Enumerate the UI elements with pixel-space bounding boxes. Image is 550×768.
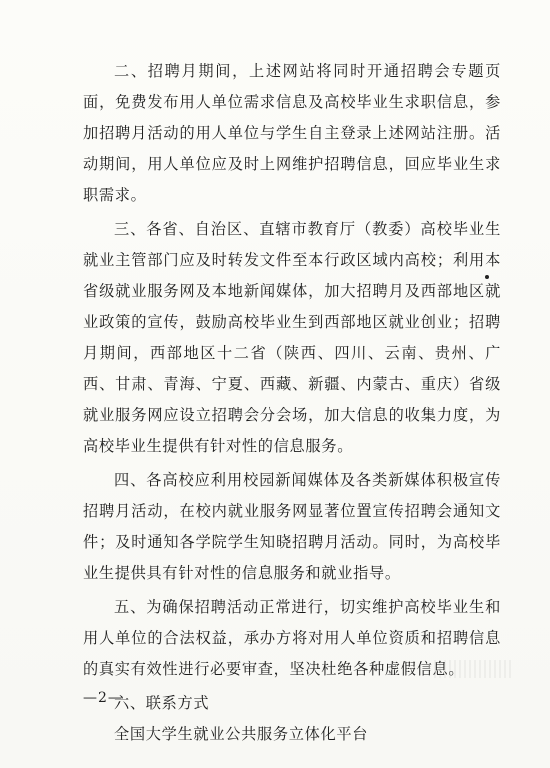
paragraph-5: 五、为确保招聘活动正常进行，切实维护高校毕业生和用人单位的合法权益，承办方将对用人单位资质和招聘信息的真实有效性进行必要审查，坚决杜绝各种虚假信息。	[83, 598, 501, 678]
contact-platform-line: 全国大学生就业公共服务立体化平台	[114, 725, 369, 743]
paragraph-2: 二、招聘月期间，上述网站将同时开通招聘会专题页面，免费发布用人单位需求信息及高校毕业生求职信息，参加招聘月活动的用人单位与学生自主登录上述网站注册。活动期间，用人单位应及时上网维护招聘信息，回应毕业生求职需求。	[83, 62, 501, 204]
page-number: —2—	[83, 690, 123, 706]
paragraph-4: 四、各高校应利用校园新闻媒体及各类新媒体积极宣传招聘月活动，在校内就业服务网显著位置宣传招聘会通知文件；及时通知各学院学生知晓招聘月活动。同时，为高校毕业生提供具有针对性的信息服务和就业指导。	[83, 471, 501, 582]
paragraph-3: 三、各省、自治区、直辖市教育厅（教委）高校毕业生就业主管部门应及时转发文件至本行政区域内高校；利用本省级就业服务网及本地新闻媒体，加大招聘月及西部地区就业政策的宣传，鼓励高校毕业生到西部地区就业创业；招聘月期间，西部地区十二省（陕西、四川、云南、贵州、广西、甘肃、青海、宁夏、西藏、新疆、内蒙古、重庆）省级就业服务网应设立招聘会分会场，加大信息的收集力度，为高校毕业生提供有针对性的信息服务。	[83, 220, 501, 455]
faint-bleedthrough-mark	[434, 660, 514, 678]
section-heading-contact: 六、联系方式	[114, 694, 210, 712]
scan-dot-mark	[485, 275, 489, 279]
document-body	[83, 56, 501, 750]
